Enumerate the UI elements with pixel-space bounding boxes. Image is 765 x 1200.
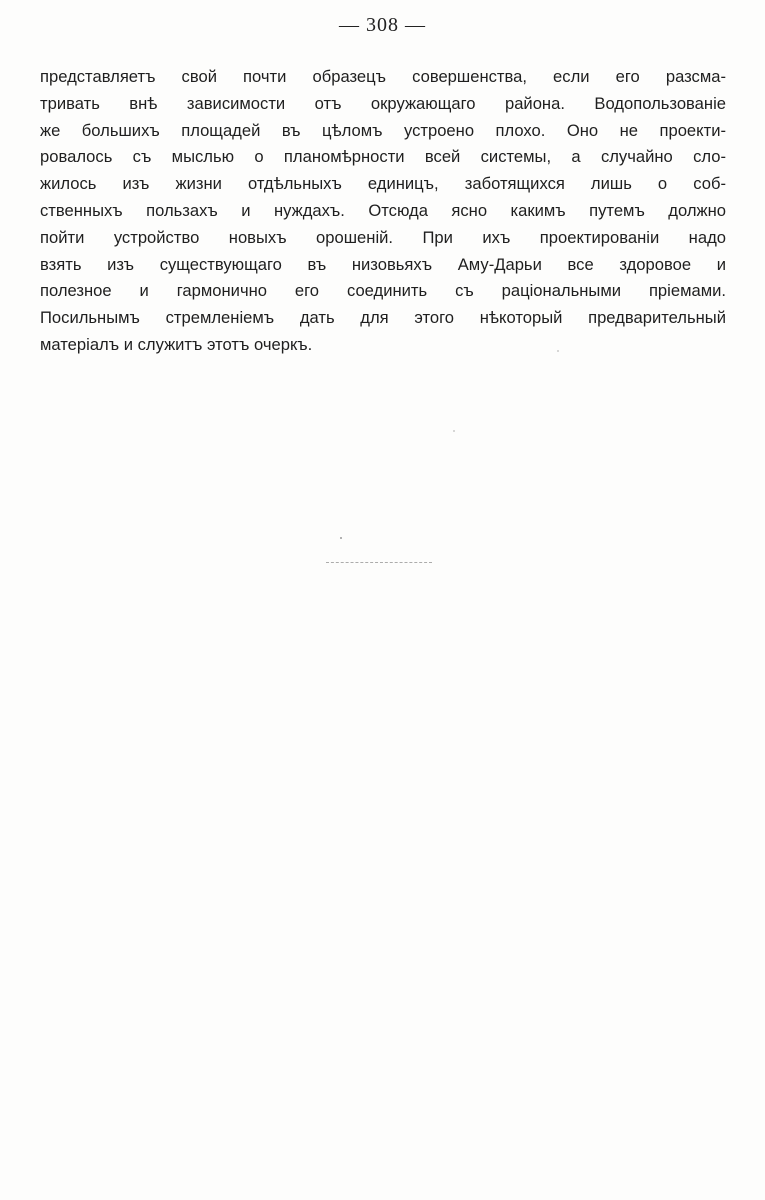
print-speck [340,537,342,539]
text-line: взять изъ существующаго въ низовьяхъ Аму-Дарьи все здоровое и [40,254,726,274]
text-line: представляетъ свой почти образецъ совершенства, если его разсма- [40,67,726,86]
print-speck [557,350,559,352]
section-divider [326,562,432,563]
text-line: полезное и гармонично его соединить съ раціональными пріемами. [40,281,726,301]
text-line: ственныхъ пользахъ и нуждахъ. Отсюда ясно какимъ путемъ должно [40,200,726,220]
text-line: ровалось съ мыслью о планомѣрности всей системы, а случайно сло- [40,147,726,167]
text-line: же большихъ площадей въ цѣломъ устроено плохо. Оно не проекти- [40,120,726,140]
text-line: матеріалъ и служитъ этотъ очеркъ. [40,334,313,354]
body-paragraph [40,64,726,359]
text-line: тривать внѣ зависимости отъ окружающаго района. Водопользованіе [40,93,726,113]
page-number: — 308 — [339,14,426,36]
text-line: Посильнымъ стремленіемъ дать для этого нѣкоторый предварительный [40,308,726,328]
print-speck [453,430,455,432]
text-line: пойти устройство новыхъ орошеній. При ихъ проектированіи надо [40,227,726,247]
text-line: жилось изъ жизни отдѣльныхъ единицъ, заботящихся лишь о соб- [40,174,726,194]
